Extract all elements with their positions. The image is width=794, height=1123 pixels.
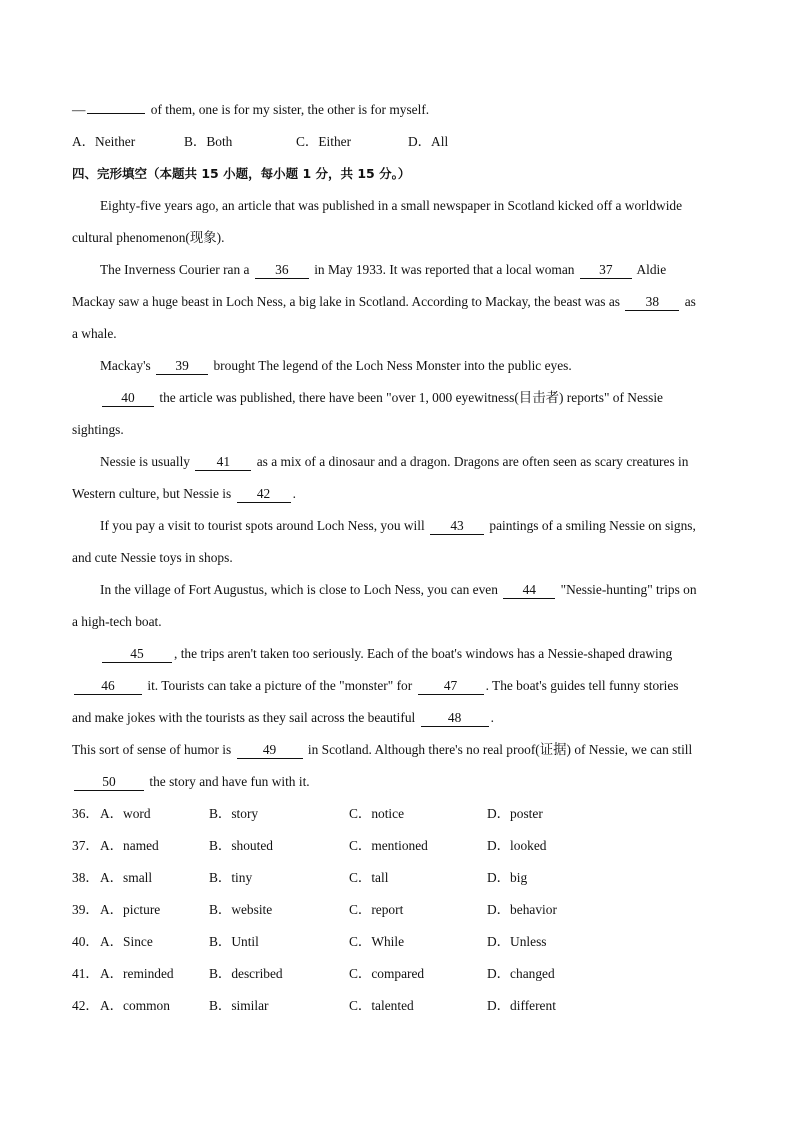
passage-text: "Nessie-hunting" trips on	[560, 582, 697, 597]
blank-39: 39	[156, 358, 208, 375]
question-number: 39．	[72, 902, 99, 917]
question-35-text: of them, one is for my sister, the other is for myself.	[150, 102, 430, 117]
blank-40: 40	[102, 390, 154, 407]
question-35-stem	[72, 98, 722, 130]
option-c: C．report	[349, 902, 404, 917]
option-c: C．talented	[349, 998, 414, 1013]
passage-line: a whale.	[72, 326, 117, 341]
passage-line: a high-tech boat.	[72, 614, 162, 629]
question-35-options	[72, 130, 722, 162]
option-c: C．mentioned	[349, 838, 428, 853]
option-a: A．Since	[100, 934, 153, 949]
option-a: A．reminded	[100, 966, 174, 981]
passage-text: Mackay's	[100, 358, 151, 373]
passage-text: the story and have fun with it.	[149, 774, 310, 789]
question-40	[72, 930, 722, 962]
passage-line	[72, 514, 722, 546]
blank-42: 42	[237, 486, 291, 503]
option-a: A．named	[100, 838, 159, 853]
question-number: 41．	[72, 966, 99, 981]
question-list	[72, 802, 722, 1026]
option-c: C．notice	[349, 806, 405, 821]
passage-line	[72, 706, 722, 738]
passage-line	[72, 386, 722, 418]
passage-text: in Scotland. Although there's no real proof(证据) of Nessie, we can still	[307, 742, 693, 757]
option-c: C．Either	[296, 134, 352, 149]
passage-line	[72, 450, 722, 482]
question-42	[72, 994, 722, 1026]
passage-text: .	[490, 710, 494, 725]
blank-38: 38	[625, 294, 679, 311]
passage-line	[72, 642, 722, 674]
passage-text: Mackay saw a huge beast in Loch Ness, a big lake in Scotland. According to Mackay, the beast was as	[72, 294, 620, 309]
passage-line	[72, 290, 722, 322]
option-b: B．similar	[209, 998, 269, 1013]
option-d: D．All	[408, 134, 449, 149]
question-37	[72, 834, 722, 866]
question-number: 38．	[72, 870, 99, 885]
blank-50: 50	[74, 774, 144, 791]
dash: —	[72, 102, 86, 117]
option-d: D．big	[487, 870, 528, 885]
option-b: B．story	[209, 806, 259, 821]
question-number: 37．	[72, 838, 99, 853]
passage-line	[72, 674, 722, 706]
option-a: A．common	[100, 998, 170, 1013]
passage-line	[72, 578, 722, 610]
blank-37: 37	[580, 262, 632, 279]
passage-text: , the trips aren't taken too seriously. Each of the boat's windows has a Nessie-shaped drawing	[174, 646, 673, 661]
option-d: D．behavior	[487, 902, 557, 917]
passage-text: paintings of a smiling Nessie on signs,	[489, 518, 696, 533]
passage-line: cultural phenomenon(现象).	[72, 230, 225, 245]
question-38	[72, 866, 722, 898]
question-36	[72, 802, 722, 834]
blank-49: 49	[237, 742, 303, 759]
option-c: C．compared	[349, 966, 425, 981]
blank-48: 48	[421, 710, 489, 727]
option-a: A．picture	[100, 902, 161, 917]
exam-page	[72, 98, 722, 1026]
answer-blank	[87, 113, 145, 114]
option-d: D．different	[487, 998, 556, 1013]
passage-text: If you pay a visit to tourist spots around Loch Ness, you will	[100, 518, 425, 533]
passage-line: and cute Nessie toys in shops.	[72, 550, 233, 565]
passage-text: This sort of sense of humor is	[72, 742, 232, 757]
passage-line: sightings.	[72, 422, 124, 437]
passage-text: In the village of Fort Augustus, which is close to Loch Ness, you can even	[100, 582, 498, 597]
option-d: D．changed	[487, 966, 555, 981]
option-a: A．word	[100, 806, 151, 821]
blank-36: 36	[255, 262, 309, 279]
option-c: C．tall	[349, 870, 389, 885]
passage-line	[72, 258, 722, 290]
passage-text: brought The legend of the Loch Ness Monster into the public eyes.	[213, 358, 572, 373]
option-b: B．Until	[209, 934, 259, 949]
passage-text: . The boat's guides tell funny stories	[485, 678, 679, 693]
option-a: A．small	[100, 870, 153, 885]
passage-line	[72, 770, 722, 802]
passage-text: Aldie	[636, 262, 667, 277]
passage-text: Nessie is usually	[100, 454, 191, 469]
passage-text: in May 1933. It was reported that a local woman	[314, 262, 575, 277]
question-number: 40．	[72, 934, 99, 949]
option-b: B．website	[209, 902, 273, 917]
option-b: B．tiny	[209, 870, 253, 885]
passage-text: as	[684, 294, 696, 309]
passage-line: Eighty-five years ago, an article that was published in a small newspaper in Scotland kicked off a worldwide	[100, 198, 683, 213]
passage-text: the article was published, there have been "over 1, 000 eyewitness(目击者) reports" of Nessie	[159, 390, 663, 405]
passage-text: Western culture, but Nessie is	[72, 486, 232, 501]
question-number: 42．	[72, 998, 99, 1013]
option-d: D．Unless	[487, 934, 547, 949]
question-41	[72, 962, 722, 994]
option-c: C．While	[349, 934, 405, 949]
passage-text: The Inverness Courier ran a	[100, 262, 250, 277]
passage-text: .	[292, 486, 296, 501]
blank-44: 44	[503, 582, 555, 599]
passage-line	[72, 738, 722, 770]
option-b: B．Both	[184, 134, 233, 149]
question-39	[72, 898, 722, 930]
passage-line	[72, 482, 722, 514]
blank-41: 41	[195, 454, 251, 471]
blank-46: 46	[74, 678, 142, 695]
blank-45: 45	[102, 646, 172, 663]
option-b: B．described	[209, 966, 283, 981]
passage-text: it. Tourists can take a picture of the "monster" for	[147, 678, 413, 693]
question-number: 36．	[72, 806, 99, 821]
section-heading: 四、完形填空（本题共 15 小题，每小题 1 分，共 15 分。）	[72, 166, 411, 181]
option-d: D．poster	[487, 806, 543, 821]
option-b: B．shouted	[209, 838, 273, 853]
passage-line	[72, 354, 722, 386]
option-d: D．looked	[487, 838, 547, 853]
option-a: A．Neither	[72, 134, 136, 149]
blank-47: 47	[418, 678, 484, 695]
passage-text: as a mix of a dinosaur and a dragon. Dragons are often seen as scary creatures in	[256, 454, 689, 469]
passage-text: and make jokes with the tourists as they sail across the beautiful	[72, 710, 416, 725]
blank-43: 43	[430, 518, 484, 535]
